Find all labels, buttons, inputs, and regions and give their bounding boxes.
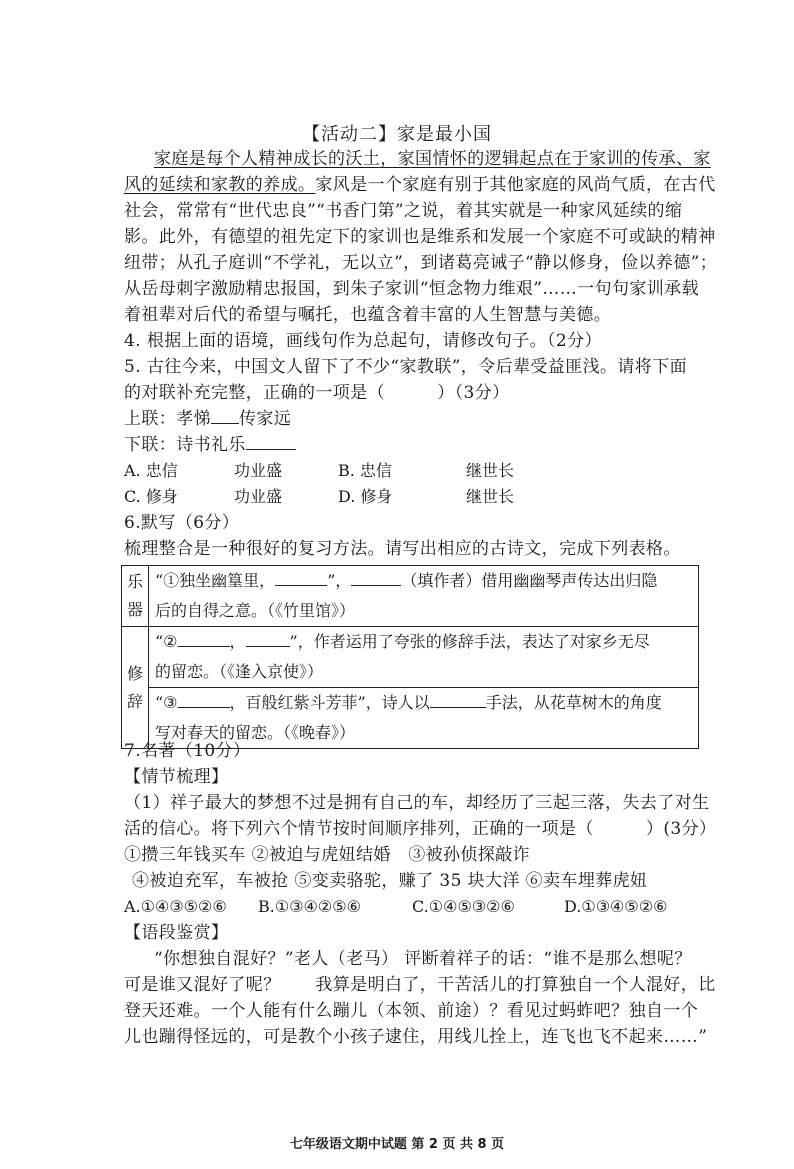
choice-b[interactable]: B.①③④②⑤⑥	[258, 897, 361, 916]
choice-a[interactable]: A.①④③⑤②⑥	[124, 897, 227, 916]
topic-sentence-part-1: 家庭是每个人精神成长的沃土，家国情怀的逻辑起点在于家训的传承、家	[154, 149, 711, 169]
question-5-line-2: 的对联补充完整，正确的一项是（ ）（3分）	[124, 383, 510, 403]
option-b[interactable]: B. 忠信	[338, 461, 392, 480]
option-d[interactable]: D. 修身	[338, 487, 393, 506]
quote-line-3: 登天还难。一个人能有什么蹦儿（本领、前途）？看见过蚂蚱吧？独自一个	[124, 1001, 699, 1021]
quote-line-1: “你想独自混好？”老人（老马） 评断着祥子的话：“谁不是那么想呢？	[154, 949, 692, 969]
option-b-text: 继世长	[466, 461, 515, 480]
question-6-intro: 梳理整合是一种很好的复习方法。请写出相应的古诗文，完成下列表格。	[124, 539, 681, 559]
passage-line-2	[124, 174, 716, 196]
couplet-lower-text: 下联：诗书礼乐	[124, 435, 246, 455]
row3-blank-1[interactable]	[178, 692, 230, 708]
row1-text-a: “①独坐幽篁里，	[155, 571, 276, 590]
choice-d[interactable]: D.①③④⑤②⑥	[564, 897, 668, 916]
option-c-text: 功业盛	[234, 487, 283, 506]
row2-blank-2[interactable]	[246, 631, 290, 647]
quote-line-4: 儿也蹦得怪远的，可是教个小孩子逮住，用线儿拴上，连飞也飞不起来……”	[124, 1027, 708, 1047]
couplet-upper-blank[interactable]	[211, 408, 239, 424]
option-d-text: 继世长	[466, 487, 515, 506]
page-footer: 七年级语文期中试题 第 2 页 共 8 页	[289, 1137, 505, 1152]
option-a[interactable]: A. 忠信	[124, 461, 178, 480]
row3-blank-2[interactable]	[430, 692, 486, 708]
topic-sentence-part-2: 风的延续和家教的养成。	[124, 175, 316, 195]
q7-1-line-2: 活的信心。将下列六个情节按时间顺序排列，正确的一项是（ ）(3分）	[124, 819, 717, 839]
content-cell	[149, 627, 699, 688]
category-cell: 乐器	[122, 566, 149, 627]
row1-blank-2[interactable]	[351, 570, 401, 586]
passage-line-3: 社会，常常有“世代忠良”“书香门第”之说，着其实就是一种家风延续的缩	[124, 201, 683, 221]
events-line-2: ④被迫充军，车被抢 ⑤变卖骆驼，赚了 35 块大洋 ⑥卖车埋葬虎妞	[132, 871, 648, 891]
row2-text-d: 的留恋。（《逢入京使》）	[155, 662, 324, 681]
question-7-header: 7.名著（10分）	[124, 741, 251, 761]
couplet-upper-a: 上联：孝悌	[124, 409, 211, 429]
section-plot: 【情节梳理】	[124, 767, 229, 787]
option-c[interactable]: C. 修身	[124, 487, 178, 506]
row1-text-c: （填作者）借用幽幽琴声传达出归隐	[401, 571, 658, 590]
activity-title: 【活动二】家是最小国	[302, 124, 492, 145]
couplet-upper-b: 传家远	[239, 409, 292, 429]
row1-text-d: 后的自得之意。（《竹里馆》）	[155, 601, 356, 620]
events-line-1: ①攒三年钱买车 ②被迫与虎妞结婚 ③被孙侦探敲诈	[124, 845, 531, 865]
option-a-text: 功业盛	[234, 461, 283, 480]
row1-text-b: ”，	[327, 571, 352, 590]
passage-line-7: 着祖辈对后代的希望与嘱托，也蕴含着丰富的人生智慧与美德。	[124, 305, 612, 325]
question-4: 4. 根据上面的语境，画线句作为总起句，请修改句子。（2分）	[124, 331, 602, 351]
table-row	[122, 566, 699, 627]
question-6-header: 6.默写（6分）	[124, 513, 240, 533]
passage-text: 家风是一个家庭有别于其他家庭的风尚气质，在古代	[315, 175, 716, 195]
passage-line-1	[154, 148, 711, 170]
choice-c[interactable]: C.①④⑤③②⑥	[412, 897, 515, 916]
couplet-lower	[124, 434, 296, 456]
passage-line-4: 影。此外，有德望的祖先定下的家训也是维系和发展一个家庭不可或缺的精神	[124, 227, 716, 247]
couplet-upper	[124, 408, 291, 430]
category-cell: 修辞	[122, 627, 149, 749]
row2-blank-1[interactable]	[178, 631, 230, 647]
passage-line-5: 纽带；从孔子庭训“不学礼，无以立”，到诸葛亮诫子“静以修身，俭以养德”；	[124, 253, 718, 273]
passage-line-6: 从岳母刺字激励精忠报国，到朱子家训“恒念物力维艰”……一句句家训承载	[124, 279, 699, 299]
row3-text-c: 手法，从花草树木的角度	[485, 693, 662, 712]
row3-text-b: ，百般红紫斗芳菲”，诗人以	[229, 693, 430, 712]
table-row	[122, 627, 699, 688]
row3-text-d: 写对春天的留恋。（《晚春》）	[155, 723, 356, 742]
row1-blank-1[interactable]	[275, 570, 327, 586]
content-cell	[149, 566, 699, 627]
row2-text-a: “②	[155, 632, 178, 651]
q7-1-line-1: （1）祥子最大的梦想不过是拥有自己的车，却经历了三起三落，失去了对生	[124, 793, 710, 813]
row2-text-c: ”，作者运用了夸张的修辞手法，表达了对家乡无尽	[289, 632, 650, 651]
poetry-table	[121, 565, 699, 749]
section-appreciation: 【语段鉴赏】	[124, 923, 229, 943]
row2-text-b: ，	[229, 632, 246, 651]
row3-text-a: “③	[155, 693, 178, 712]
couplet-lower-blank[interactable]	[246, 434, 296, 450]
quote-line-2: 可是谁又混好了呢？ 我算是明白了，干苦活儿的打算独自一个人混好，比	[124, 975, 716, 995]
question-5-line-1: 5. 古往今来，中国文人留下了不少“家教联”，令后辈受益匪浅。请将下面	[124, 357, 688, 377]
